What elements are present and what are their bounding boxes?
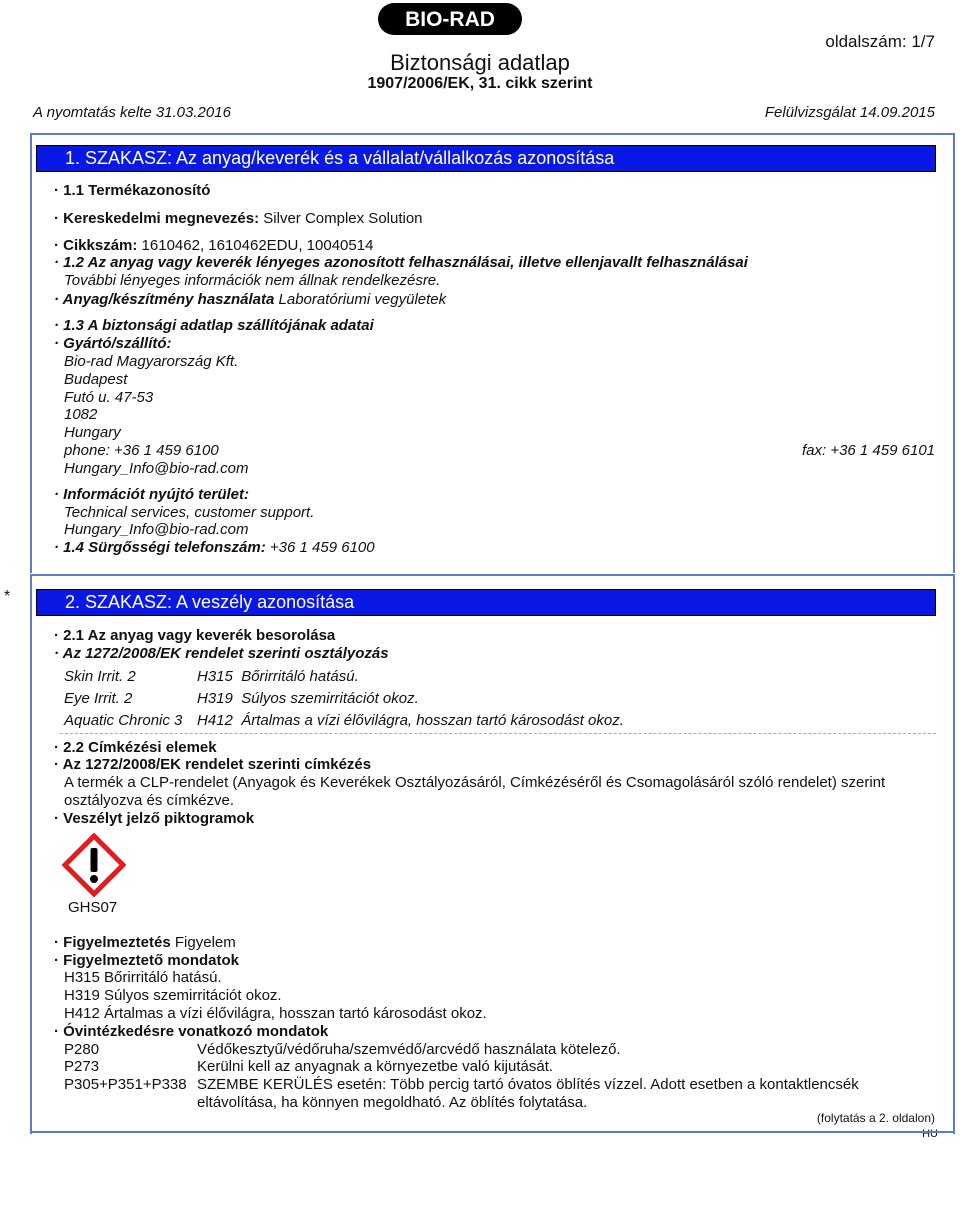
- dashed-divider: [60, 733, 936, 734]
- supplier-line: 1082: [64, 406, 98, 423]
- page-number: oldalszám: 1/7: [825, 32, 935, 51]
- subsection-1-3: · 1.3 A biztonsági adatlap szállítójának adatai: [54, 317, 374, 334]
- hazard-statement: H315 Bőrirritáló hatású.: [64, 969, 222, 986]
- document-title: Biztonsági adatlap: [390, 50, 570, 75]
- signal-word-row: · Figyelmeztetés Figyelem: [54, 934, 236, 951]
- precaution-text: SZEMBE KERÜLÉS esetén: Több percig tartó óvatos öblítés vízzel. Adott esetben a kontaktlencsék: [197, 1076, 859, 1093]
- change-marker: *: [4, 588, 11, 605]
- hazard-statement: H412 Ártalmas a vízi élővilágra, hosszan tartó károsodást okoz.: [64, 1005, 487, 1022]
- section-1-heading: 1. SZAKASZ: Az anyag/keverék és a vállalat/vállalkozás azonosítása: [36, 145, 936, 172]
- emergency-phone-row: · 1.4 Sürgősségi telefonszám: +36 1 459 6100: [54, 539, 375, 556]
- labelling-text: A termék a CLP-rendelet (Anyagok és Keverékek Osztályozásáról, Címkézéséről és Csomagolásáról szóló rendelet) szerint: [64, 774, 886, 791]
- bio-rad-logo: [377, 2, 523, 36]
- document-subtitle: 1907/2006/EK, 31. cikk szerint: [367, 75, 593, 92]
- subsection-1-1: · 1.1 Termékazonosító: [54, 182, 211, 199]
- precaution-text-continued: eltávolítása, ha könnyen megoldható. Az öblítés folytatása.: [197, 1094, 588, 1111]
- class-row: H412 Ártalmas a vízi élővilágra, hosszan tartó károsodást okoz.: [197, 712, 624, 729]
- exclamation-mark-pictogram-icon: [62, 833, 126, 897]
- info-label: · Információt nyújtó terület:: [54, 486, 249, 503]
- section-2-heading: 2. SZAKASZ: A veszély azonosítása: [36, 589, 936, 616]
- subsection-1-2: · 1.2 Az anyag vagy keverék lényeges azonosított felhasználásai, illetve ellenjavallt felhasználásai: [54, 254, 748, 271]
- supplier-line: Hungary: [64, 424, 121, 441]
- item-number-row: · Cikkszám: 1610462, 1610462EDU, 10040514: [54, 237, 374, 254]
- precaution-code: P280: [64, 1041, 100, 1058]
- class-row: H319 Súlyos szemirritációt okoz.: [197, 690, 419, 707]
- language-code: HU: [922, 1128, 938, 1140]
- labelling-text: osztályozva és címkézve.: [64, 792, 235, 809]
- print-date: A nyomtatás kelte 31.03.2016: [33, 104, 231, 121]
- supplier-line: Bio-rad Magyarország Kft.: [64, 353, 239, 370]
- footer-line: [30, 1131, 955, 1133]
- subsection-2-1: · 2.1 Az anyag vagy keverék besorolása: [54, 627, 336, 644]
- class-cls: Aquatic Chronic 3: [64, 712, 183, 729]
- clp-classification-label: · Az 1272/2008/EK rendelet szerinti osztályozás: [54, 645, 389, 662]
- logo-text: BIO-RAD: [405, 8, 495, 31]
- info-line: Technical services, customer support.: [64, 504, 315, 521]
- precautionary-statements-label: · Óvintézkedésre vonatkozó mondatok: [54, 1023, 329, 1040]
- revision-date: Felülvizsgálat 14.09.2015: [764, 104, 935, 121]
- class-cls: Eye Irrit. 2: [64, 690, 133, 707]
- precaution-text: Védőkesztyű/védőruha/szemvédő/arcvédő használata kötelező.: [197, 1041, 621, 1058]
- hazard-statement: H319 Súlyos szemirritációt okoz.: [64, 987, 282, 1004]
- class-cls: Skin Irrit. 2: [64, 668, 136, 685]
- supplier-fax: fax: +36 1 459 6101: [801, 442, 935, 459]
- subsection-2-2: · 2.2 Címkézési elemek: [54, 739, 217, 756]
- continued-note: (folytatás a 2. oldalon): [816, 1111, 935, 1125]
- supplier-email: Hungary_Info@bio-rad.com: [64, 460, 249, 477]
- precaution-code: P273: [64, 1058, 100, 1075]
- supplier-line: Futó u. 47-53: [64, 389, 154, 406]
- use-row: · Anyag/készítmény használata Laboratóriumi vegyületek: [54, 291, 447, 308]
- hazard-statements-label: · Figyelmeztető mondatok: [54, 952, 240, 969]
- class-row: H315 Bőrirritáló hatású.: [197, 668, 359, 685]
- trade-name-row: · Kereskedelmi megnevezés: Silver Complex Solution: [54, 210, 423, 227]
- info-line: Hungary_Info@bio-rad.com: [64, 521, 249, 538]
- clp-label-heading: · Az 1272/2008/EK rendelet szerinti címkézés: [54, 756, 372, 773]
- precaution-code: P305+P351+P338: [64, 1076, 187, 1093]
- supplier-label: · Gyártó/szállító:: [54, 335, 172, 352]
- pictogram-label: · Veszélyt jelző piktogramok: [54, 810, 255, 827]
- supplier-phone: phone: +36 1 459 6100: [64, 442, 219, 459]
- trade-name-value: Silver Complex Solution: [263, 210, 423, 227]
- pictogram-code: GHS07: [68, 899, 118, 916]
- supplier-line: Budapest: [64, 371, 128, 388]
- precaution-text: Kerülni kell az anyagnak a környezetbe való kijutását.: [197, 1058, 554, 1075]
- subsection-1-2-text: További lényeges információk nem állnak rendelkezésre.: [64, 272, 441, 289]
